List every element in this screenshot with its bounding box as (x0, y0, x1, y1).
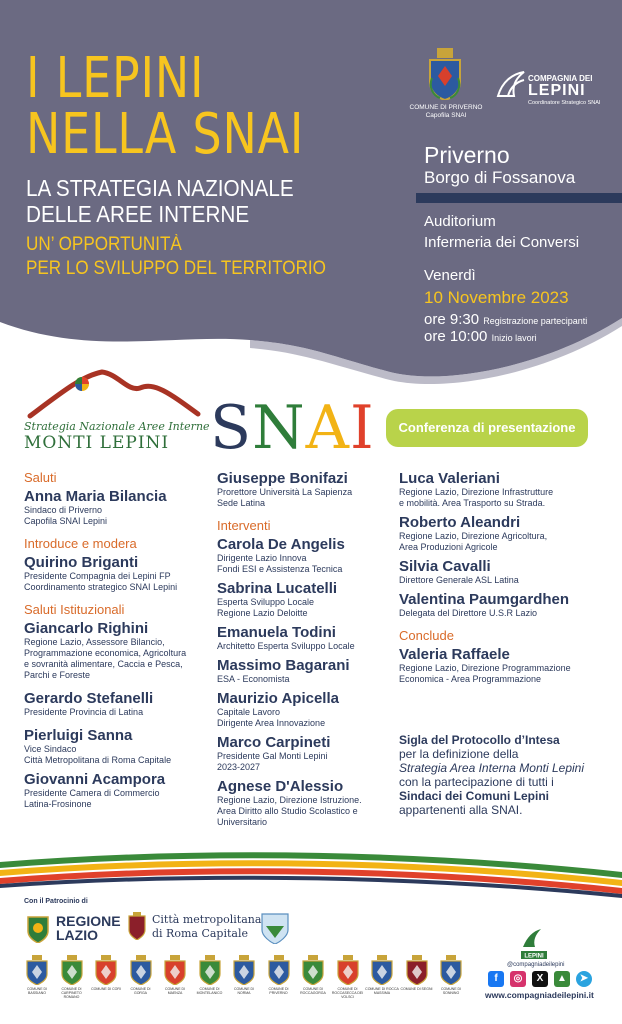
speaker-name: Giovanni Acampora (24, 771, 166, 788)
event-city: Priverno (424, 142, 510, 168)
comune-crest-icon (130, 955, 152, 985)
snai-letter-i: I (349, 393, 375, 463)
comune-name: COMUNE DI MONTELANICO (196, 987, 223, 995)
subtitle-line1: LA STRATEGIA NAZIONALE (26, 175, 294, 201)
comune-caption-line1: COMUNE DI PRIVERNO (409, 104, 483, 111)
program-column-2 (217, 470, 397, 833)
citta-metropolitana-crest-icon (128, 912, 146, 940)
comune-caption (406, 104, 486, 120)
speaker-role: Vice Sindaco Città Metropolitana di Roma Capitale (24, 744, 172, 765)
social-handle: @compagniadeilepini (507, 962, 565, 968)
main-title-line1: I LEPINI (26, 46, 205, 111)
comuni-crests-row (20, 955, 480, 1005)
citta-metropolitana-label: Città metropolitana di Roma Capitale (152, 913, 262, 940)
speaker-name: Silvia Cavalli (399, 558, 491, 575)
decorative-stripes (0, 840, 622, 910)
comune-name: COMUNE DI GORGA (130, 987, 151, 995)
comune-crest (331, 955, 365, 999)
comune-crest (89, 955, 123, 991)
comune-crest (365, 955, 399, 995)
comune-crest-icon (233, 955, 255, 985)
comune-crest-icon (164, 955, 186, 985)
speaker-role: Dirigente Lazio Innova Fondi ESI e Assistenza Tecnica (217, 553, 343, 574)
speaker-role: Regione Lazio, Direzione Programmazione Economica - Area Programmazione (399, 663, 571, 684)
speaker-role: Prorettore Università La Sapienza Sede Latina (217, 487, 353, 508)
cdl-name-line1: COMPAGNIA DEI (528, 74, 593, 83)
speaker-name: Quirino Briganti (24, 554, 139, 571)
comune-name: COMUNE DI ROCCASECCA DEI VOLSCI (331, 987, 364, 999)
cdl-name-line3: Coordinatore Strategico SNAI (528, 100, 601, 106)
telegram-icon[interactable]: ➤ (576, 971, 592, 987)
comune-name: COMUNE DI PRIVERNO (268, 987, 289, 995)
speaker-role: Delegata del Direttore U.S.R Lazio (399, 608, 538, 618)
comune-name: COMUNE DI SEGNI (400, 987, 433, 991)
lepini-logo-text: LEPINI (524, 953, 544, 960)
protocol-line6: appartenenti alla SNAI. (399, 803, 523, 817)
speaker-role: Architetto Esperta Sviluppo Locale (217, 641, 355, 651)
time2-value: ore 10:00 (424, 328, 488, 345)
speaker-role: ESA - Economista (217, 674, 290, 684)
comune-name: COMUNE DI MAENZA (164, 987, 186, 995)
comune-crest (124, 955, 158, 995)
section-saluti-istituzionali: Saluti Istituzionali (24, 602, 125, 617)
cdl-name-line2: LEPINI (528, 82, 586, 99)
speaker-name: Agnese D'Alessio (217, 778, 344, 795)
speaker-role: Presidente Compagnia dei Lepini FP Coordinamento strategico SNAI Lepini (24, 571, 178, 592)
speaker-name: Sabrina Lucatelli (217, 580, 338, 597)
tagline-line2: PER LO SVILUPPO DEL TERRITORIO (26, 258, 326, 279)
comune-crest-icon (26, 955, 48, 985)
section-introduce: Introduce e modera (24, 536, 137, 551)
comune-priverno-crest-icon (428, 48, 462, 100)
speaker-name: Carola De Angelis (217, 536, 345, 553)
comune-crest-icon (268, 955, 290, 985)
divider-bar (416, 193, 622, 203)
comune-crest (434, 955, 468, 995)
speaker-role: Presidente Camera di Commercio Latina-Frosinone (24, 788, 160, 809)
snai-letter-a: A (305, 393, 350, 463)
event-date: 10 Novembre 2023 (424, 288, 569, 307)
speaker-role: Regione Lazio, Direzione Agricoltura, Area Produzioni Agricole (399, 531, 548, 552)
event-time1 (424, 311, 587, 328)
protocol-line4: con la partecipazione di tutti i (399, 775, 554, 789)
time1-value: ore 9:30 (424, 311, 480, 328)
speaker-name: Gerardo Stefanelli (24, 690, 154, 707)
subtitle-line2: DELLE AREE INTERNE (26, 201, 250, 227)
speaker-name: Luca Valeriani (399, 470, 500, 487)
event-day: Venerdì (424, 267, 476, 284)
main-title-line2: NELLA SNAI (26, 102, 305, 167)
website-link[interactable]: www.compagniadeilepini.it (485, 990, 594, 1000)
speaker-name: Roberto Aleandri (399, 514, 521, 531)
comune-crest (400, 955, 434, 991)
section-saluti: Saluti (24, 470, 57, 485)
speaker-name: Anna Maria Bilancia (24, 488, 167, 505)
speaker-role: Esperta Sviluppo Locale Regione Lazio Deloitte (217, 597, 315, 618)
comune-name: COMUNE DI CORI (91, 987, 121, 991)
speaker-name: Pierluigi Sanna (24, 727, 133, 744)
comune-crest-icon (199, 955, 221, 985)
snai-strategy-label: Strategia Nazionale Aree Interne (24, 420, 210, 433)
speaker-name: Maurizio Apicella (217, 690, 339, 707)
event-place: Borgo di Fossanova (424, 168, 576, 187)
comune-crest (20, 955, 54, 995)
comune-caption-line2: Capofila SNAI (425, 112, 467, 119)
x-icon[interactable]: X (532, 971, 548, 987)
comune-crest-icon (337, 955, 359, 985)
program-column-3 (399, 470, 614, 690)
comune-crest (193, 955, 227, 995)
program-column-1 (24, 470, 214, 815)
time2-note: Inizio lavori (491, 333, 537, 343)
comune-crest-icon (61, 955, 83, 985)
protocol-sindaci: Sindaci dei Comuni Lepini (399, 789, 550, 803)
conferenza-badge: Conferenza di presentazione (386, 409, 588, 447)
social-icons (488, 971, 594, 987)
patrocinio-label: Con il Patrocinio di (24, 898, 88, 905)
speaker-role: Sindaco di Priverno Capofila SNAI Lepini (24, 505, 108, 526)
comune-crest-icon (371, 955, 393, 985)
event-time2 (424, 328, 537, 345)
speaker-name: Emanuela Todini (217, 624, 336, 641)
section-conclude: Conclude (399, 628, 454, 643)
facebook-icon[interactable]: f (488, 971, 504, 987)
speaker-role: Regione Lazio, Direzione Infrastrutture e mobilità. Area Trasporto su Strada. (399, 487, 554, 508)
comune-crest (227, 955, 261, 995)
protocol-strategy: Strategia Area Interna Monti Lepini (399, 761, 584, 775)
event-venue-line2: Infermeria dei Conversi (424, 234, 580, 251)
section-interventi: Interventi (217, 518, 271, 533)
time1-note: Registrazione partecipanti (483, 316, 588, 326)
comune-crest-icon (440, 955, 462, 985)
speaker-name: Valentina Paumgardhen (399, 591, 570, 608)
comune-name: COMUNE DI ROCCAGORGA (300, 987, 326, 995)
comune-crest (55, 955, 89, 999)
protocol-line2: per la definizione della (399, 747, 519, 761)
instagram-icon[interactable]: ◎ (510, 971, 526, 987)
protocol-title: Sigla del Protocollo d’Intesa (399, 733, 560, 747)
regione-lazio-label: REGIONE LAZIO (56, 913, 121, 943)
lepini-small-logo-icon (519, 925, 549, 961)
speaker-role: Capitale Lavoro Dirigente Area Innovazione (217, 707, 326, 728)
app-icon[interactable]: ▲ (554, 971, 570, 987)
tagline-line1: UN’ OPPORTUNITÀ (26, 234, 182, 255)
speaker-role: Direttore Generale ASL Latina (399, 575, 519, 585)
protocol-note (399, 733, 614, 817)
speaker-role: Regione Lazio, Direzione Istruzione. Area Diritto allo Studio Scolastico e Universitario (217, 795, 362, 827)
comune-name: COMUNE DI SONNINO (440, 987, 462, 995)
speaker-name: Giancarlo Righini (24, 620, 149, 637)
comune-name: COMUNE DI ROCCA MASSIMA (365, 987, 399, 995)
comune-name: COMUNE DI BASSIANO (26, 987, 48, 995)
comune-name: COMUNE DI CARPINETO ROMANO (61, 987, 82, 999)
snai-area-label: MONTI LEPINI (24, 433, 170, 453)
comune-name: COMUNE DI NORMA (233, 987, 255, 995)
speaker-role: Presidente Provincia di Latina (24, 707, 144, 717)
speaker-name: Marco Carpineti (217, 734, 331, 751)
comune-crest-icon (95, 955, 117, 985)
comune-crest (262, 955, 296, 995)
snai-letter-s: S (210, 393, 253, 463)
speaker-name: Valeria Raffaele (399, 646, 510, 663)
comune-crest-icon (406, 955, 428, 985)
event-venue-line1: Auditorium (424, 213, 496, 230)
provincia-latina-crest-icon (258, 910, 292, 944)
comune-crest-icon (302, 955, 324, 985)
speaker-name: Giuseppe Bonifazi (217, 470, 348, 487)
speaker-name: Massimo Bagarani (217, 657, 350, 674)
comune-crest (158, 955, 192, 995)
snai-letter-n: N (252, 393, 306, 463)
comune-crest (296, 955, 330, 995)
snai-wordmark (210, 393, 375, 463)
speaker-role: Regione Lazio, Assessore Bilancio, Programmazione economica, Agricoltura e sovranità alimentare, Caccia e Pesca, Parchi e Foreste (24, 637, 187, 680)
regione-lazio-crest-icon (26, 915, 50, 943)
speaker-role: Presidente Gal Monti Lepini 2023-2027 (217, 751, 328, 772)
